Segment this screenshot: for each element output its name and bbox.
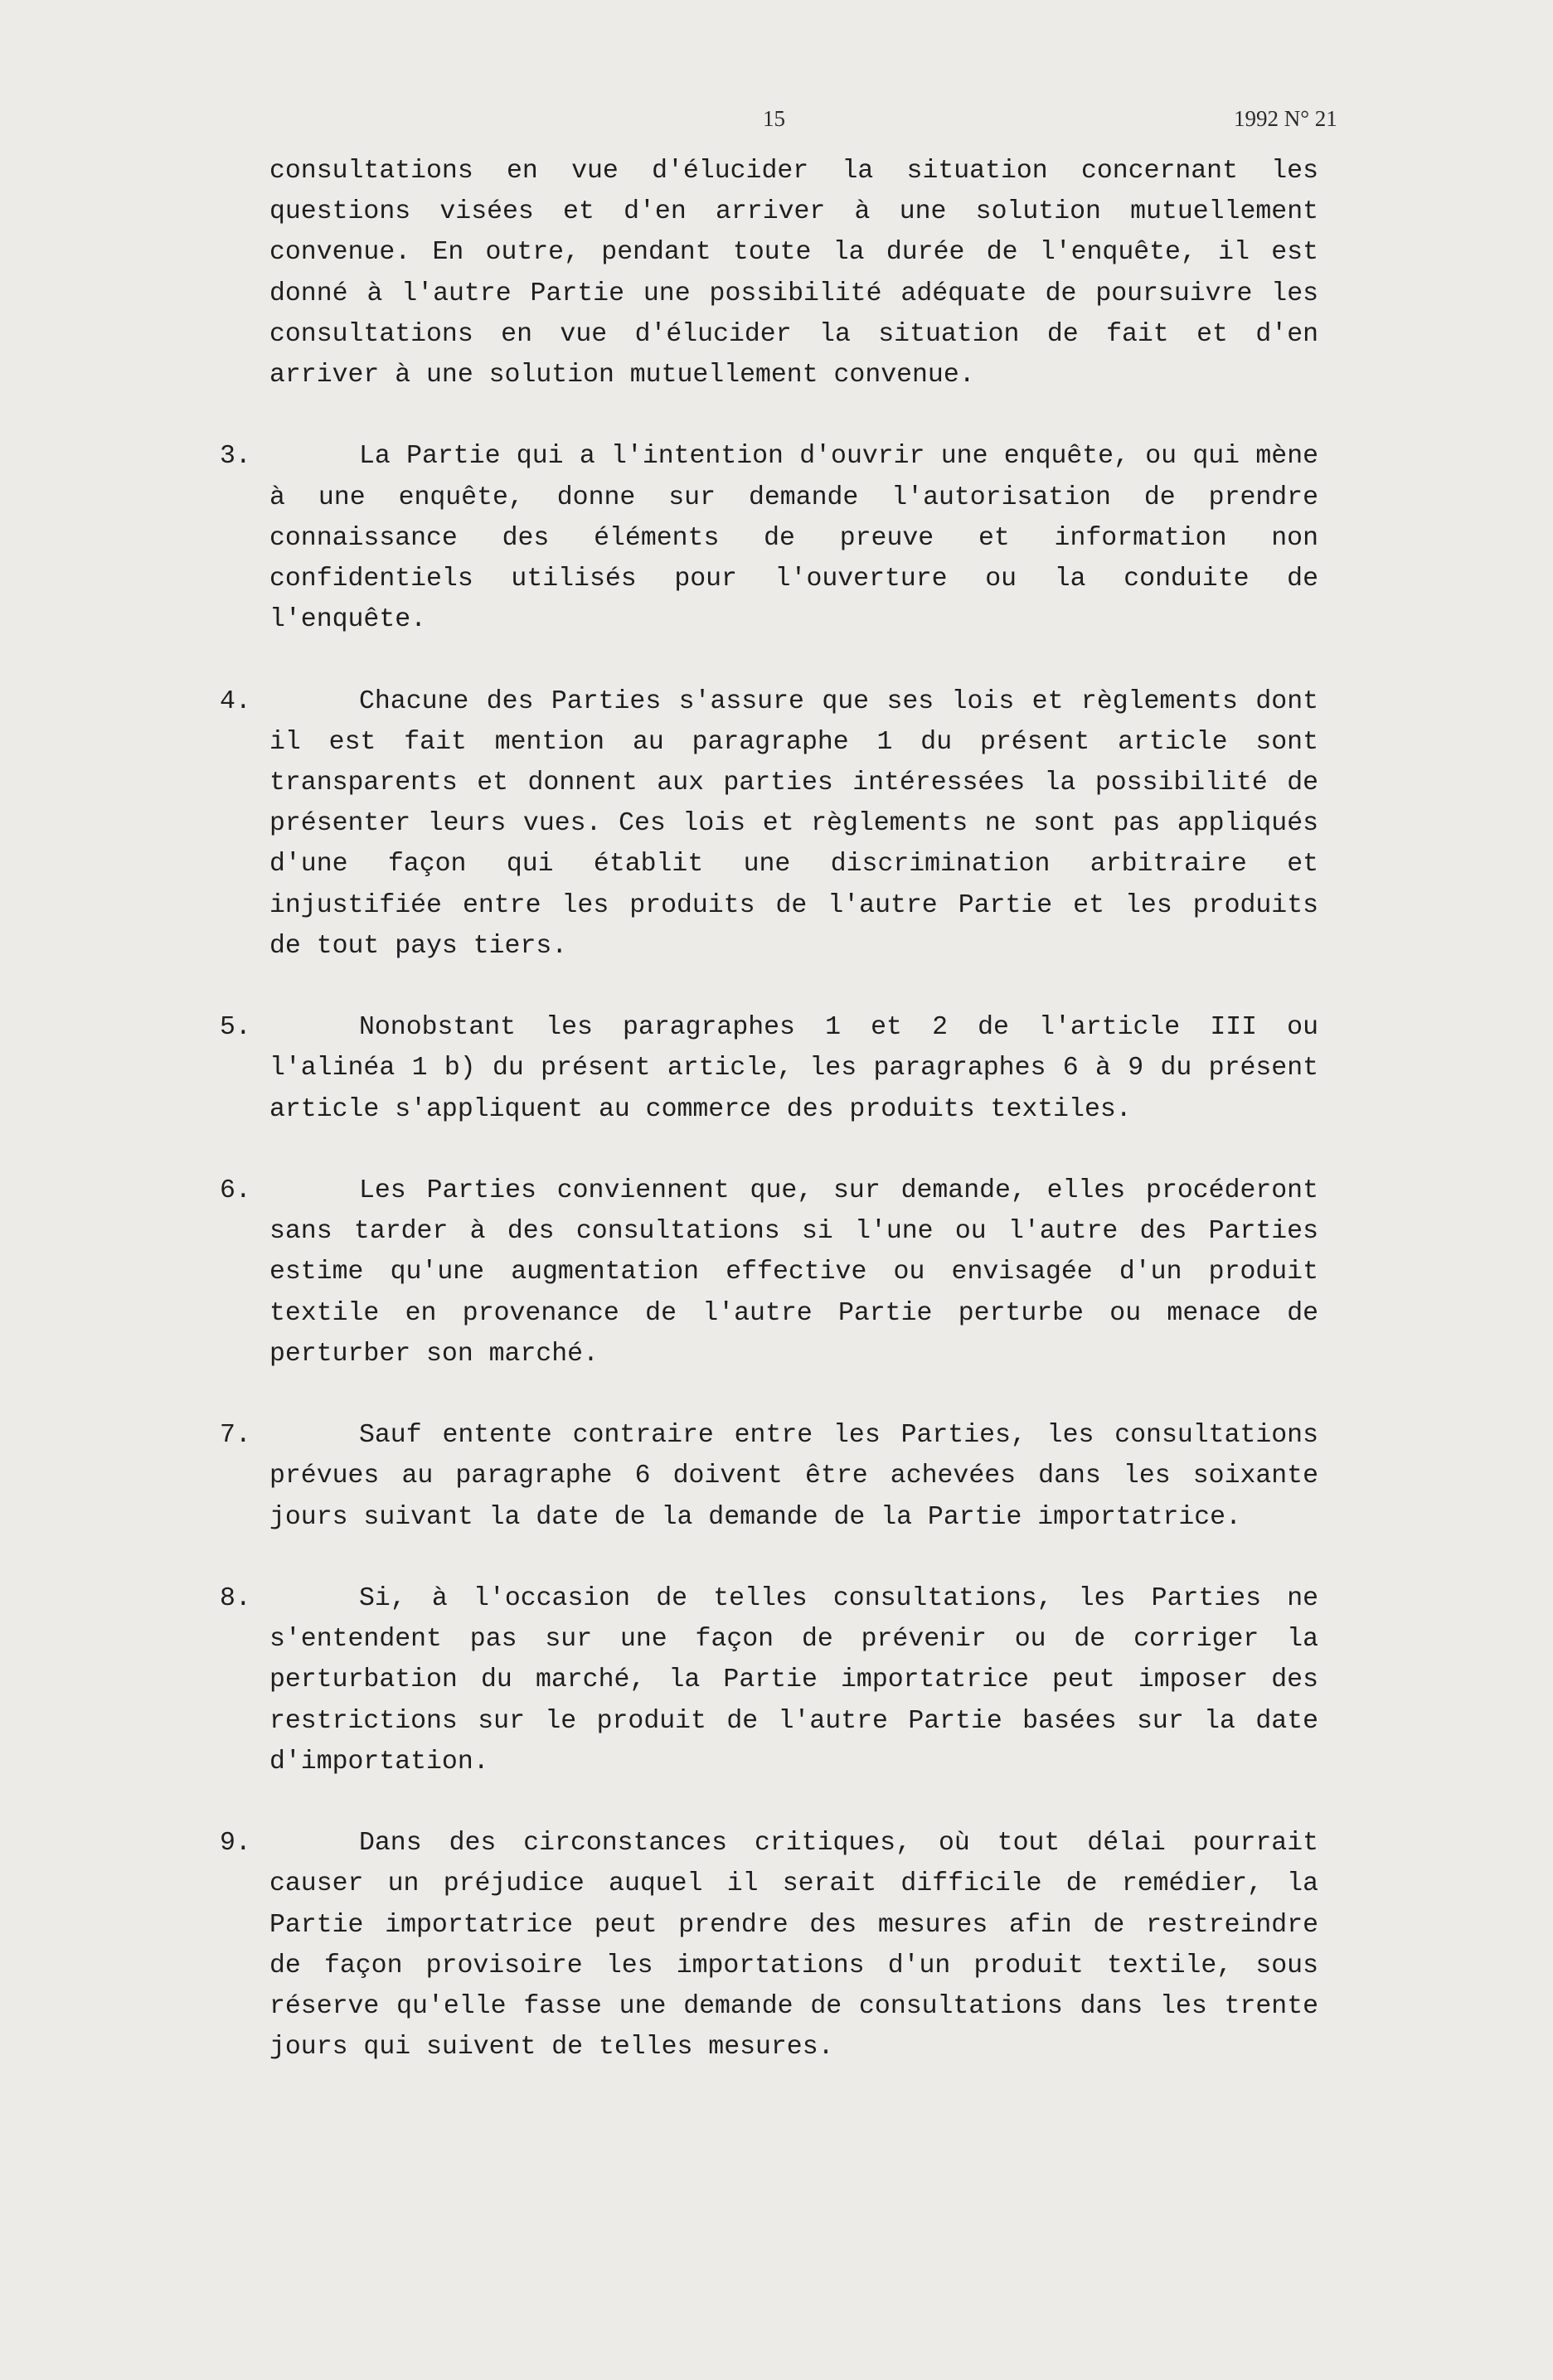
paragraph-6 bbox=[220, 1171, 1318, 1374]
document-body bbox=[220, 151, 1318, 2067]
paragraph-4 bbox=[220, 681, 1318, 967]
paragraph-number: 4. bbox=[220, 686, 251, 716]
paragraph-number: 8. bbox=[220, 1584, 251, 1614]
paragraph-9 bbox=[220, 1823, 1318, 2067]
paragraph-text: Chacune des Parties s'assure que ses lois et règlements dont il est fait mention au paragraphe 1 du présent article sont transparents et donnent aux parties intéressées la possibilité de présenter leurs vues. Ces lois et règlements ne sont pas appliqués d'une façon qui établit une discrimination arbitraire et injustifiée entre les produits de l'autre Partie et les produits de tout pays tiers. bbox=[269, 686, 1318, 961]
intro-paragraph: consultations en vue d'élucider la situation concernant les questions visées et d'en arriver à une solution mutuellement convenue. En outre, pendant toute la durée de l'enquête, il est donné à l'autre Partie une possibilité adéquate de poursuivre les consultations en vue d'élucider la situation de fait et d'en arriver à une solution mutuellement convenue. bbox=[269, 157, 1318, 390]
page-number: 15 bbox=[763, 106, 785, 131]
paragraph-number: 6. bbox=[220, 1176, 251, 1206]
page-header bbox=[0, 98, 1553, 138]
paragraph-text: Si, à l'occasion de telles consultations, les Parties ne s'entendent pas sur une façon de prévenir ou de corriger la perturbation du marché, la Partie importatrice peut imposer des restrictions sur le produit de l'autre Partie basées sur la date d'importation. bbox=[269, 1584, 1318, 1777]
paragraph-3 bbox=[220, 436, 1318, 640]
paragraph-7 bbox=[220, 1415, 1318, 1538]
paragraph-number: 7. bbox=[220, 1421, 251, 1451]
paragraph-number: 5. bbox=[220, 1013, 251, 1043]
paragraph-5 bbox=[220, 1007, 1318, 1130]
paragraph-text: Sauf entente contraire entre les Parties, les consultations prévues au paragraphe 6 doivent être achevées dans les soixante jours suivant la date de la demande de la Partie importatrice. bbox=[269, 1421, 1318, 1532]
paragraph-text: Nonobstant les paragraphes 1 et 2 de l'article III ou l'alinéa 1 b) du présent article, les paragraphes 6 à 9 du présent article s'appliquent au commerce des produits textiles. bbox=[269, 1013, 1318, 1124]
document-reference: 1992 N° 21 bbox=[1234, 106, 1337, 131]
paragraph-number: 9. bbox=[220, 1829, 251, 1859]
paragraph-8 bbox=[220, 1578, 1318, 1782]
paragraph-number: 3. bbox=[220, 442, 251, 472]
paragraph-text: Les Parties conviennent que, sur demande, elles procéderont sans tarder à des consultations si l'une ou l'autre des Parties estime qu'une augmentation effective ou envisagée d'un produit textile en provenance de l'autre Partie perturbe ou menace de perturber son marché. bbox=[269, 1176, 1318, 1369]
paragraph-text: Dans des circonstances critiques, où tout délai pourrait causer un préjudice auquel il serait difficile de remédier, la Partie importatrice peut prendre des mesures afin de restreindre de façon provisoire les importations d'un produit textile, sous réserve qu'elle fasse une demande de consultations dans les trente jours qui suivent de telles mesures. bbox=[269, 1829, 1318, 2063]
paragraph-text: La Partie qui a l'intention d'ouvrir une enquête, ou qui mène à une enquête, donne sur demande l'autorisation de prendre connaissance des éléments de preuve et information non confidentiels utilisés pour l'ouverture ou la conduite de l'enquête. bbox=[269, 442, 1318, 635]
